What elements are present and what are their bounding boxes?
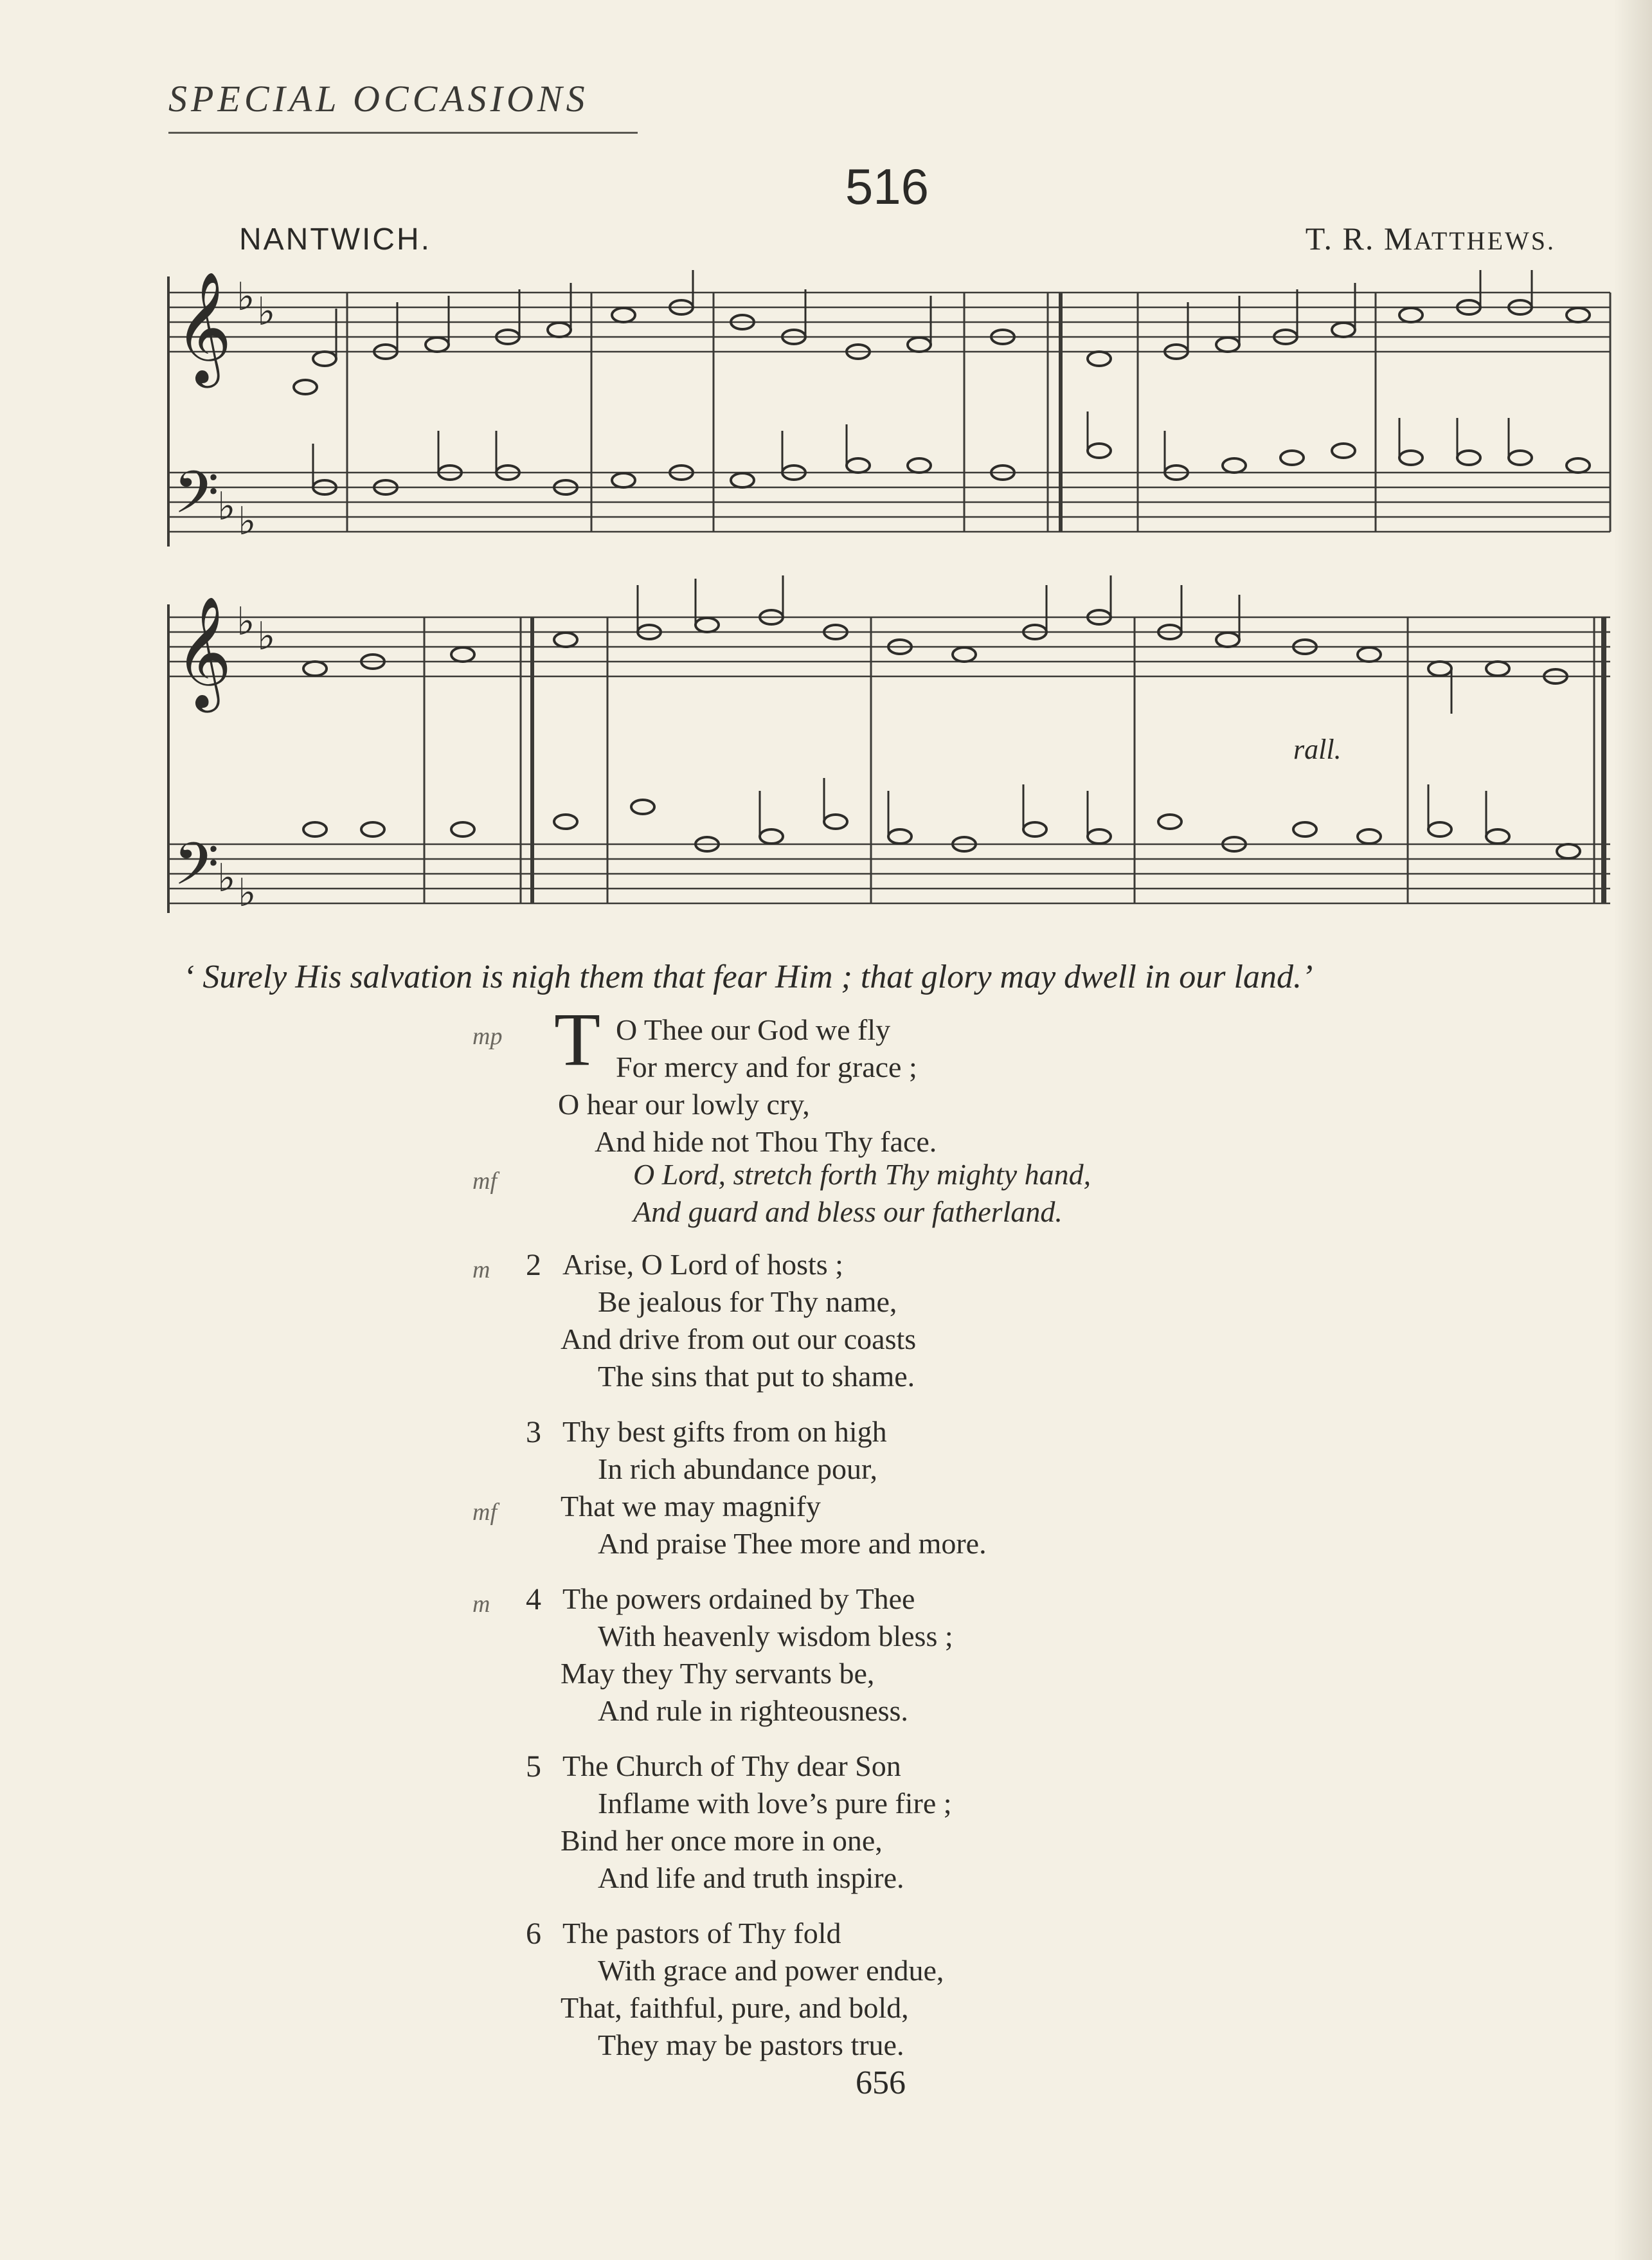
svg-text:♭: ♭ xyxy=(237,275,255,320)
stanza-4-line-3: May they Thy servants be, xyxy=(561,1657,875,1690)
svg-text:♭: ♭ xyxy=(237,599,255,644)
stanza-3-line-3: That we may magnify xyxy=(561,1490,821,1523)
stanza-4-number: 4 xyxy=(526,1582,541,1616)
stanza-3-line-1: Thy best gifts from on high xyxy=(562,1415,887,1448)
stanza-2-line-1: Arise, O Lord of hosts ; xyxy=(562,1248,843,1281)
barlines-1 xyxy=(347,293,1610,532)
treble-clef-1: 𝄞 xyxy=(175,271,232,383)
stanza-5-line-2: Inflame with love’s pure fire ; xyxy=(598,1787,952,1820)
note-stems xyxy=(313,270,1532,836)
stanza-4-line-1: The powers ordained by Thee xyxy=(562,1582,915,1615)
stanza-3-line-4: And praise Thee more and more. xyxy=(598,1527,987,1560)
stanza-1-line-3: O hear our lowly cry, xyxy=(558,1088,810,1121)
refrain-line-1: O Lord, stretch forth Thy mighty hand, xyxy=(633,1158,1091,1191)
notes xyxy=(294,300,1590,858)
stanza-1-line-4: And hide not Thou Thy face. xyxy=(595,1125,937,1158)
stanza-5-line-4: And life and truth inspire. xyxy=(598,1861,904,1894)
refrain-line-2: And guard and bless our fatherland. xyxy=(633,1195,1063,1228)
svg-text:♭: ♭ xyxy=(238,499,256,544)
stanza-5-line-1: The Church of Thy dear Son xyxy=(562,1749,901,1782)
dynamic-mf: mf xyxy=(472,1499,497,1526)
bass-clef-1: 𝄢 xyxy=(174,458,219,541)
stanza-6-line-2: With grace and power endue, xyxy=(598,1954,944,1987)
stanza-2-number: 2 xyxy=(526,1248,541,1282)
svg-text:♭: ♭ xyxy=(217,856,236,901)
composer-initials: T. R. M xyxy=(1305,221,1414,257)
stanza-4-line-2: With heavenly wisdom bless ; xyxy=(598,1620,953,1652)
epigraph: ‘ Surely His salvation is nigh them that fear Him ; that glory may dwell in our land.’ xyxy=(183,959,1313,995)
dynamic-m: m xyxy=(472,1256,490,1283)
dynamic-m: m xyxy=(472,1591,490,1618)
stanza-1-line-1: O Thee our God we fly xyxy=(616,1013,891,1046)
section-heading: SPECIAL OCCASIONS xyxy=(168,78,589,120)
stanza-6-line-3: That, faithful, pure, and bold, xyxy=(561,1991,909,2024)
bass-clef-2: 𝄢 xyxy=(174,830,219,912)
stanza-2-line-2: Be jealous for Thy name, xyxy=(598,1285,897,1318)
stanza-5-number: 5 xyxy=(526,1749,541,1784)
hymn-number: 516 xyxy=(845,158,929,215)
stanza-4-line-4: And rule in righteousness. xyxy=(598,1694,908,1727)
stanza-2-line-4: The sins that put to shame. xyxy=(598,1360,915,1393)
tune-name: NANTWICH. xyxy=(239,222,431,257)
stanza-2-line-3: And drive from out our coasts xyxy=(561,1323,917,1355)
staff-treble-1 xyxy=(168,293,1610,352)
barlines-2 xyxy=(424,617,1604,903)
music-score xyxy=(0,0,1652,952)
rall-marking: rall. xyxy=(1293,734,1342,765)
stanza-6-line-1: The pastors of Thy fold xyxy=(562,1917,841,1949)
svg-text:♭: ♭ xyxy=(257,614,276,659)
treble-clef-2: 𝄞 xyxy=(175,596,232,708)
composer-surname: ATTHEWS. xyxy=(1414,226,1556,255)
svg-text:♭: ♭ xyxy=(238,871,256,916)
staff-bass-2 xyxy=(168,844,1610,903)
drop-cap: T xyxy=(554,997,601,1081)
stanza-3-line-2: In rich abundance pour, xyxy=(598,1452,877,1485)
dynamic-mf: mf xyxy=(472,1168,497,1195)
page-number: 656 xyxy=(856,2065,906,2101)
stanza-6-line-4: They may be pastors true. xyxy=(598,2029,904,2061)
stanza-1-line-2: For mercy and for grace ; xyxy=(616,1051,917,1083)
svg-text:♭: ♭ xyxy=(257,289,276,334)
dynamic-mp: mp xyxy=(472,1023,503,1050)
stanza-6-number: 6 xyxy=(526,1917,541,1951)
svg-text:♭: ♭ xyxy=(217,484,236,529)
stanza-3-number: 3 xyxy=(526,1415,541,1449)
stanza-5-line-3: Bind her once more in one, xyxy=(561,1824,883,1857)
